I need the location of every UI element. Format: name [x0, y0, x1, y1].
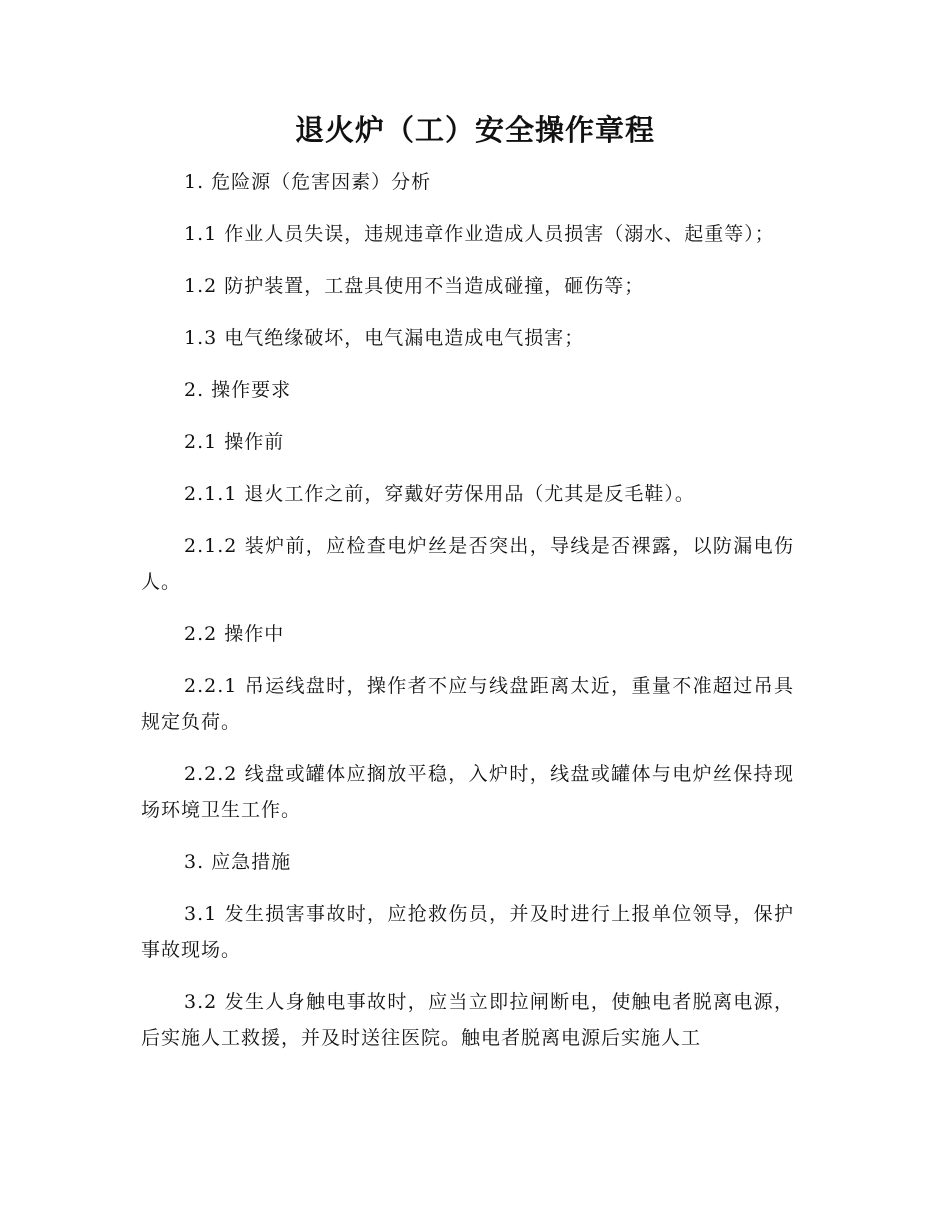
paragraph-3-1: 3.1 发生损害事故时，应抢救伤员，并及时进行上报单位领导，保护事故现场。 [141, 903, 794, 961]
subsection-heading-2-1: 2.1 操作前 [184, 431, 285, 453]
section-heading-2: 2. 操作要求 [184, 379, 292, 401]
section-heading-1: 1. 危险源（危害因素）分析 [184, 171, 432, 193]
paragraph-1-3: 1.3 电气绝缘破坏，电气漏电造成电气损害； [184, 327, 585, 349]
paragraph-2-1-1: 2.1.1 退火工作之前，穿戴好劳保用品（尤其是反毛鞋）。 [184, 483, 695, 505]
paragraph-1-2: 1.2 防护装置，工盘具使用不当造成碰撞，砸伤等； [184, 275, 645, 297]
section-heading-3: 3. 应急措施 [184, 851, 292, 873]
paragraph-1-1: 1.1 作业人员失误，违规违章作业造成人员损害（溺水、起重等）； [184, 223, 775, 245]
subsection-heading-2-2: 2.2 操作中 [184, 623, 285, 645]
document-title: 退火炉（工）安全操作章程 [294, 113, 655, 147]
paragraph-2-1-2: 2.1.2 装炉前，应检查电炉丝是否突出，导线是否裸露，以防漏电伤人。 [141, 535, 794, 593]
paragraph-2-2-1: 2.2.1 吊运线盘时，操作者不应与线盘距离太近，重量不准超过吊具规定负荷。 [141, 675, 794, 733]
paragraph-3-2: 3.2 发生人身触电事故时，应当立即拉闸断电，使触电者脱离电源，后实施人工救援，并及时送往医院。触电者脱离电源后实施人工 [141, 991, 794, 1049]
document-body [141, 164, 794, 1072]
paragraph-2-2-2: 2.2.2 线盘或罐体应搁放平稳，入炉时，线盘或罐体与电炉丝保持现场环境卫生工作。 [141, 763, 794, 821]
